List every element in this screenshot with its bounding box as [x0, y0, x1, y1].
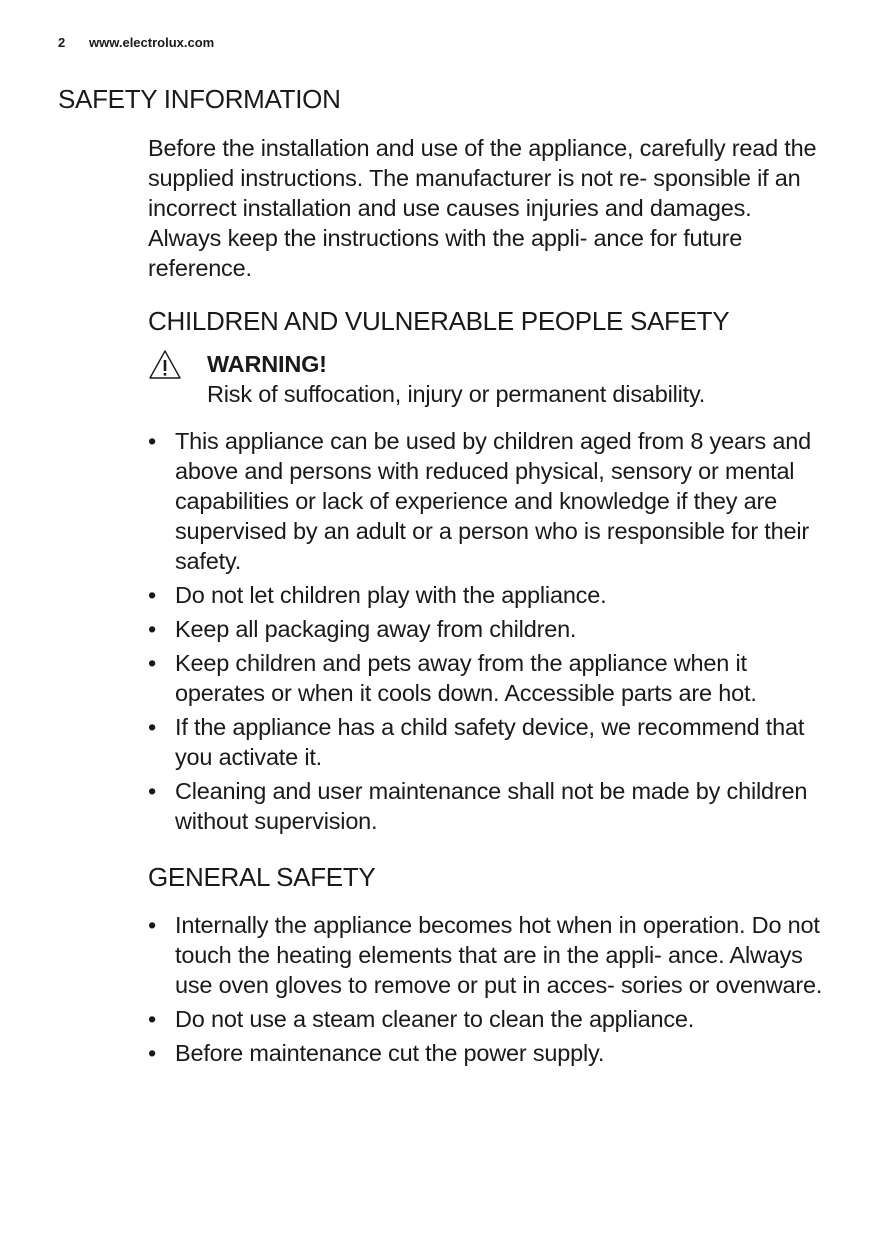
warning-block: [148, 349, 828, 409]
warning-title: WARNING!: [207, 351, 327, 377]
list-item: • If the appliance has a child safety device, we recommend that you activate it.: [148, 712, 828, 772]
page-header: [58, 35, 214, 51]
list-item: • Keep all packaging away from children.: [148, 614, 828, 644]
list-item: • Do not let children play with the appliance.: [148, 580, 828, 610]
list-item: • Cleaning and user maintenance shall not be made by children without supervision.: [148, 776, 828, 836]
list-item: • Do not use a steam cleaner to clean the appliance.: [148, 1004, 828, 1034]
website-url: www.electrolux.com: [89, 35, 215, 50]
intro-paragraph: Before the installation and use of the appliance, carefully read the supplied instructions. The manufacturer is not re- sponsible if an incorrect installation and use causes injuries and damages. Always keep the instructions with the appli- ance for future reference.: [148, 135, 817, 281]
general-safety-list: [148, 910, 828, 1068]
page-content: [148, 133, 828, 1072]
warning-triangle-icon: [148, 349, 182, 381]
section-title: SAFETY INFORMATION: [58, 84, 341, 114]
list-item: • Before maintenance cut the power supply.: [148, 1038, 828, 1068]
list-item: • This appliance can be used by children aged from 8 years and above and persons with reduced physical, sensory or mental capabilities or lack of experience and knowledge if they are supervised by an adult or a person who is responsible for their safety.: [148, 426, 828, 576]
warning-text: Risk of suffocation, injury or permanent disability.: [207, 381, 706, 407]
list-item: • Internally the appliance becomes hot when in operation. Do not touch the heating elements that are in the appli- ance. Always use oven gloves to remove or put in acces- sories or ovenware.: [148, 910, 828, 1000]
general-safety-title: GENERAL SAFETY: [148, 862, 376, 892]
children-safety-title: CHILDREN AND VULNERABLE PEOPLE SAFETY: [148, 306, 730, 336]
list-item: • Keep children and pets away from the appliance when it operates or when it cools down. Accessible parts are hot.: [148, 648, 828, 708]
page-number: 2: [58, 35, 66, 50]
children-safety-list: [148, 426, 828, 836]
